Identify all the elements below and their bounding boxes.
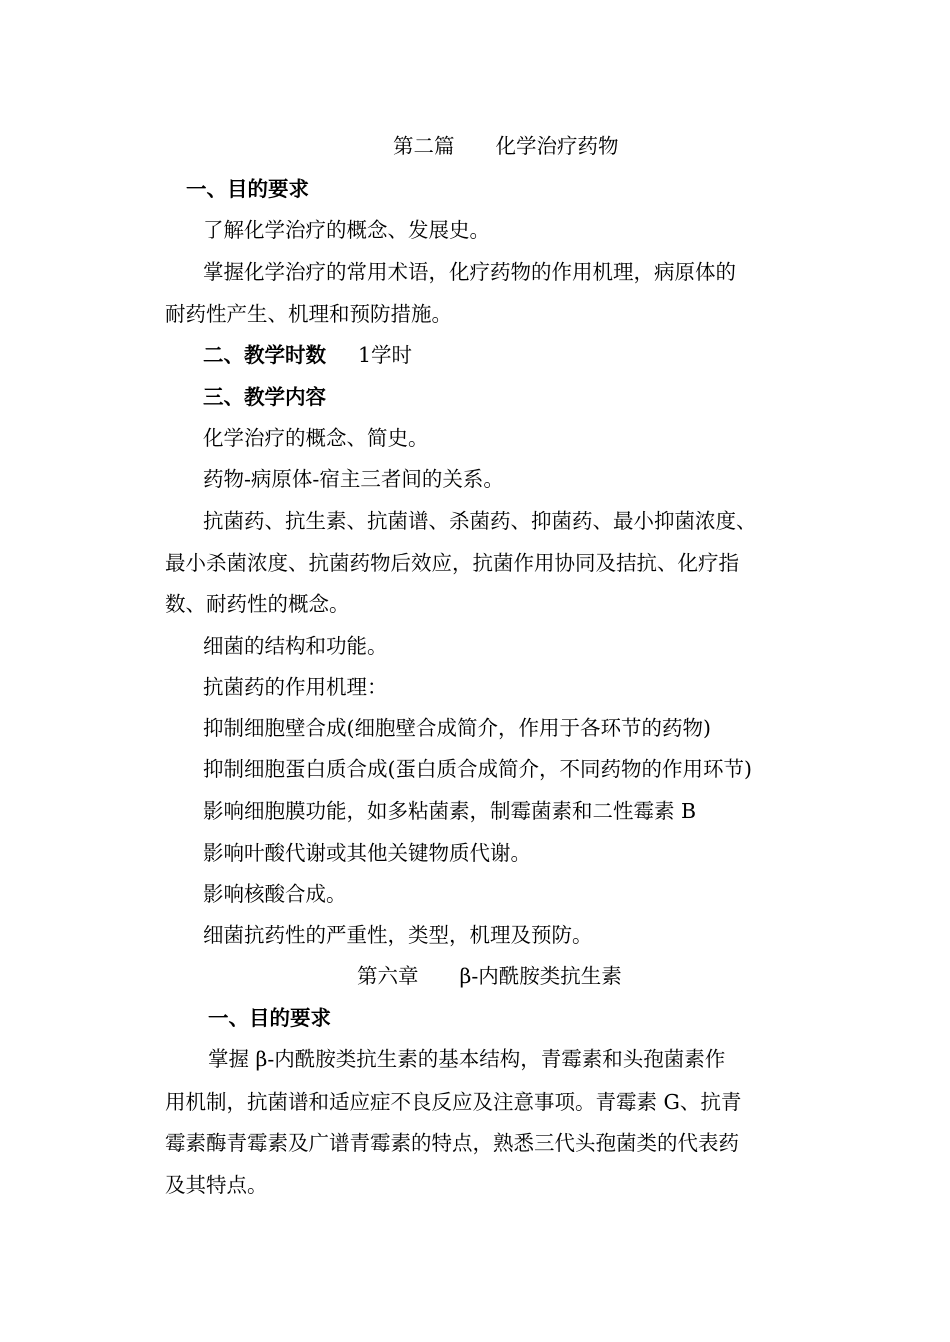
content-item: 细菌的结构和功能。 (203, 634, 388, 658)
chapter6-line: 霉素酶青霉素及广谱青霉素的特点，熟悉三代头孢菌类的代表药 (165, 1131, 739, 1155)
content-item: 数、耐药性的概念。 (165, 592, 350, 616)
content-item: 抑制细胞蛋白质合成(蛋白质合成简介，不同药物的作用环节) (203, 757, 752, 781)
chapter6-line: 用机制，抗菌谱和适应症不良反应及注意事项。青霉素 G、抗青 (165, 1090, 742, 1114)
content-item: 抗菌药的作用机理： (203, 675, 388, 699)
part-title: 第二篇 化学治疗药物 (393, 134, 619, 158)
content-item: 影响叶酸代谢或其他关键物质代谢。 (203, 841, 531, 865)
chapter6-title: 第六章 β-内酰胺类抗生素 (357, 964, 622, 988)
section3-heading: 三、教学内容 (203, 385, 326, 409)
section2-line (203, 342, 412, 368)
content-item: 化学治疗的概念、简史。 (203, 426, 429, 450)
section2-heading: 二、教学时数 (203, 343, 326, 367)
chapter6-heading: 一、目的要求 (208, 1006, 331, 1030)
chapter6-line: 及其特点。 (165, 1173, 268, 1197)
content-item: 细菌抗药性的严重性，类型，机理及预防。 (203, 923, 593, 947)
content-item: 药物-病原体-宿主三者间的关系。 (203, 467, 504, 491)
section2-hours: 1学时 (358, 343, 413, 367)
content-item: 抑制细胞壁合成(细胞壁合成简介，作用于各环节的药物) (203, 716, 711, 740)
section1-paragraph-1: 了解化学治疗的概念、发展史。 (203, 218, 490, 242)
content-item: 影响核酸合成。 (203, 882, 347, 906)
content-item: 影响细胞膜功能，如多粘菌素，制霉菌素和二性霉素 B (203, 799, 697, 823)
section1-paragraph-2-line-2: 耐药性产生、机理和预防措施。 (165, 302, 452, 326)
section1-paragraph-2-line-1: 掌握化学治疗的常用术语，化疗药物的作用机理，病原体的 (203, 260, 736, 284)
content-item: 最小杀菌浓度、抗菌药物后效应，抗菌作用协同及拮抗、化疗指 (165, 551, 739, 575)
content-item: 抗菌药、抗生素、抗菌谱、杀菌药、抑菌药、最小抑菌浓度、 (203, 509, 757, 533)
section1-heading: 一、目的要求 (186, 177, 309, 201)
chapter6-line: 掌握 β-内酰胺类抗生素的基本结构，青霉素和头孢菌素作 (208, 1047, 726, 1071)
